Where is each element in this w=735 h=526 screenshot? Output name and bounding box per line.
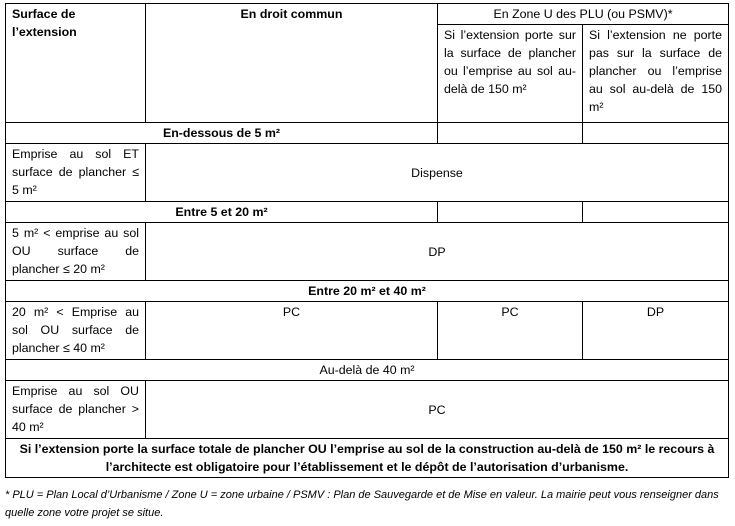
row-value: Dispense: [146, 144, 729, 202]
footnote: * PLU = Plan Local d’Urbanisme / Zone U = zone urbaine / PSMV : Plan de Sauvegarde et de Mise en valeur. La mairie peut vous renseigner dans quelle zone votre projet se situe.: [5, 489, 719, 519]
section-title: Au-delà de 40 m²: [6, 360, 729, 381]
header-zone-u-over-150: Si l’extension porte sur la surface de plancher ou l’emprise au sol au-delà de 150 m²: [438, 25, 583, 123]
section-title-row: [6, 360, 729, 381]
row-label: 5 m² < emprise au sol OU surface de plancher ≤ 20 m²: [6, 223, 146, 281]
header-zone-u-not-over-150: Si l’extension ne porte pas sur la surface de plancher ou l’emprise au sol au-delà de 150 m²: [583, 25, 729, 123]
section-title-row: [6, 123, 729, 144]
section-title: Entre 20 m² et 40 m²: [6, 281, 729, 302]
footer-row: [6, 439, 729, 478]
row-value-zone-u-not-over-150: DP: [583, 302, 729, 360]
header-zone-u: En Zone U des PLU (ou PSMV)*: [438, 4, 729, 25]
table-row: [6, 302, 729, 360]
regulation-table: [5, 3, 729, 478]
section-title: En-dessous de 5 m²: [6, 123, 438, 144]
section-title: Entre 5 et 20 m²: [6, 202, 438, 223]
architect-note: Si l’extension porte la surface totale de plancher OU l’emprise au sol de la construction au-delà de 150 m² le recours à l’architecte est obligatoire pour l’établissement et le dépôt de l’autorisation d’urbanisme.: [6, 439, 729, 478]
row-value-droit-commun: PC: [146, 302, 438, 360]
table-row: [6, 144, 729, 202]
row-label: 20 m² < Emprise au sol OU surface de plancher ≤ 40 m²: [6, 302, 146, 360]
row-value: PC: [146, 381, 729, 439]
row-value: DP: [146, 223, 729, 281]
section-title-row: [6, 202, 729, 223]
header-surface: Surface de l’extension: [6, 4, 146, 123]
table-row: [6, 381, 729, 439]
table-row: [6, 223, 729, 281]
row-label: Emprise au sol OU surface de plancher > 40 m²: [6, 381, 146, 439]
header-row: [6, 4, 729, 25]
row-label: Emprise au sol ET surface de plancher ≤ 5 m²: [6, 144, 146, 202]
header-droit-commun: En droit commun: [146, 4, 438, 123]
section-title-row: [6, 281, 729, 302]
row-value-zone-u-over-150: PC: [438, 302, 583, 360]
